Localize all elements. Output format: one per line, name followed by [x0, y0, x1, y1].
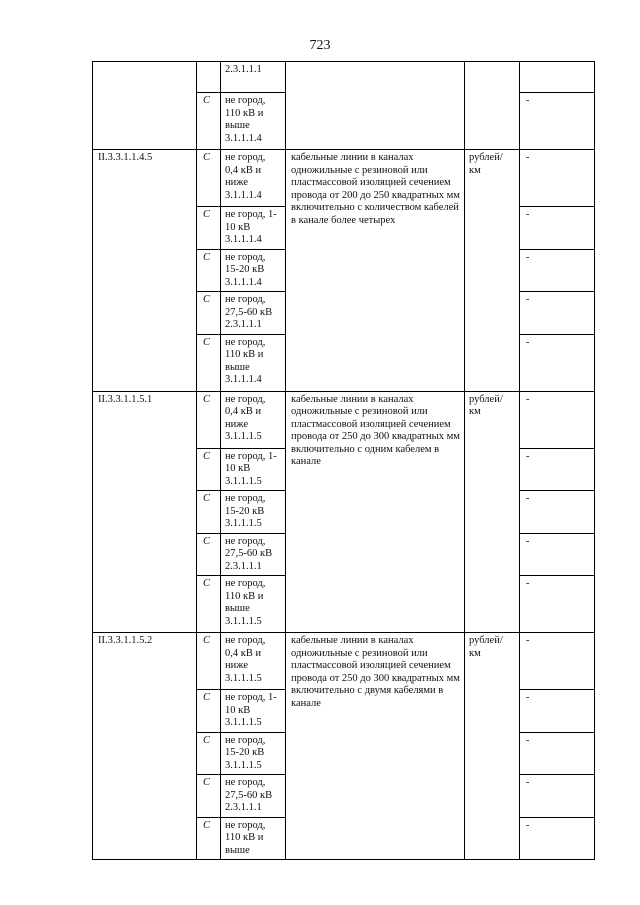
value-cell: -: [520, 391, 595, 448]
location-cell: не город, 0,4 кВ и ниже 3.1.1.1.5: [221, 391, 286, 448]
description-cell: кабельные линии в каналах одножильные с резиновой или пластмассовой изоляцией сечением провода от 250 до 300 квадратных мм включительно с одним кабелем в канале: [286, 391, 465, 633]
category-cell: С: [197, 533, 221, 576]
description-cell: кабельные линии в каналах одножильные с резиновой или пластмассовой изоляцией сечением провода от 250 до 300 квадратных мм включительно с двумя кабелями в канале: [286, 633, 465, 860]
value-cell: -: [520, 292, 595, 335]
category-cell: С: [197, 150, 221, 207]
location-cell: не город, 1-10 кВ 3.1.1.1.5: [221, 690, 286, 733]
location-cell: не город, 0,4 кВ и ниже 3.1.1.1.4: [221, 150, 286, 207]
location-cell: не город, 110 кВ и выше 3.1.1.1.5: [221, 576, 286, 633]
location-cell: не город, 110 кВ и выше 3.1.1.1.4: [221, 334, 286, 391]
category-cell: С: [197, 633, 221, 690]
category-cell: С: [197, 207, 221, 250]
value-cell: -: [520, 207, 595, 250]
description-cell: кабельные линии в каналах одножильные с резиновой или пластмассовой изоляцией сечением провода от 200 до 250 квадратных мм включительно с количеством кабелей в канале более четырех: [286, 150, 465, 392]
location-cell: не город, 110 кВ и выше 3.1.1.1.4: [221, 93, 286, 150]
code-cell: II.3.3.1.1.5.2: [93, 633, 197, 860]
value-cell: -: [520, 633, 595, 690]
category-cell: [197, 62, 221, 93]
table-row: [93, 150, 595, 207]
category-cell: С: [197, 576, 221, 633]
value-cell: -: [520, 491, 595, 534]
description-cell: [286, 62, 465, 150]
category-cell: С: [197, 292, 221, 335]
location-cell: не город, 27,5-60 кВ 2.3.1.1.1: [221, 775, 286, 818]
table-row: [93, 633, 595, 690]
location-cell: не город, 27,5-60 кВ 2.3.1.1.1: [221, 533, 286, 576]
tariff-table-body: [93, 62, 595, 860]
table-row: [93, 391, 595, 448]
value-cell: -: [520, 334, 595, 391]
value-cell: -: [520, 448, 595, 491]
category-cell: С: [197, 491, 221, 534]
location-cell: не город, 15-20 кВ 3.1.1.1.4: [221, 249, 286, 292]
location-cell: 2.3.1.1.1: [221, 62, 286, 93]
location-cell: не город, 110 кВ и выше: [221, 817, 286, 860]
location-cell: не город, 1-10 кВ 3.1.1.1.5: [221, 448, 286, 491]
table-row: [93, 62, 595, 93]
value-cell: -: [520, 150, 595, 207]
page-number: 723: [309, 38, 331, 53]
unit-cell: рублей/ км: [465, 150, 520, 392]
value-cell: [520, 62, 595, 93]
location-cell: не город, 15-20 кВ 3.1.1.1.5: [221, 732, 286, 775]
value-cell: -: [520, 690, 595, 733]
category-cell: С: [197, 93, 221, 150]
tariff-table: [92, 61, 595, 860]
value-cell: -: [520, 817, 595, 860]
category-cell: С: [197, 448, 221, 491]
location-cell: не город, 27,5-60 кВ 2.3.1.1.1: [221, 292, 286, 335]
code-cell: II.3.3.1.1.4.5: [93, 150, 197, 392]
code-cell: [93, 62, 197, 150]
location-cell: не город, 0,4 кВ и ниже 3.1.1.1.5: [221, 633, 286, 690]
value-cell: -: [520, 249, 595, 292]
code-cell: II.3.3.1.1.5.1: [93, 391, 197, 633]
unit-cell: рублей/ км: [465, 633, 520, 860]
value-cell: -: [520, 533, 595, 576]
value-cell: -: [520, 576, 595, 633]
unit-cell: [465, 62, 520, 150]
value-cell: -: [520, 775, 595, 818]
category-cell: С: [197, 732, 221, 775]
location-cell: не город, 1-10 кВ 3.1.1.1.4: [221, 207, 286, 250]
value-cell: -: [520, 732, 595, 775]
category-cell: С: [197, 817, 221, 860]
category-cell: С: [197, 249, 221, 292]
category-cell: С: [197, 391, 221, 448]
category-cell: С: [197, 334, 221, 391]
location-cell: не город, 15-20 кВ 3.1.1.1.5: [221, 491, 286, 534]
value-cell: -: [520, 93, 595, 150]
category-cell: С: [197, 690, 221, 733]
category-cell: С: [197, 775, 221, 818]
unit-cell: рублей/ км: [465, 391, 520, 633]
